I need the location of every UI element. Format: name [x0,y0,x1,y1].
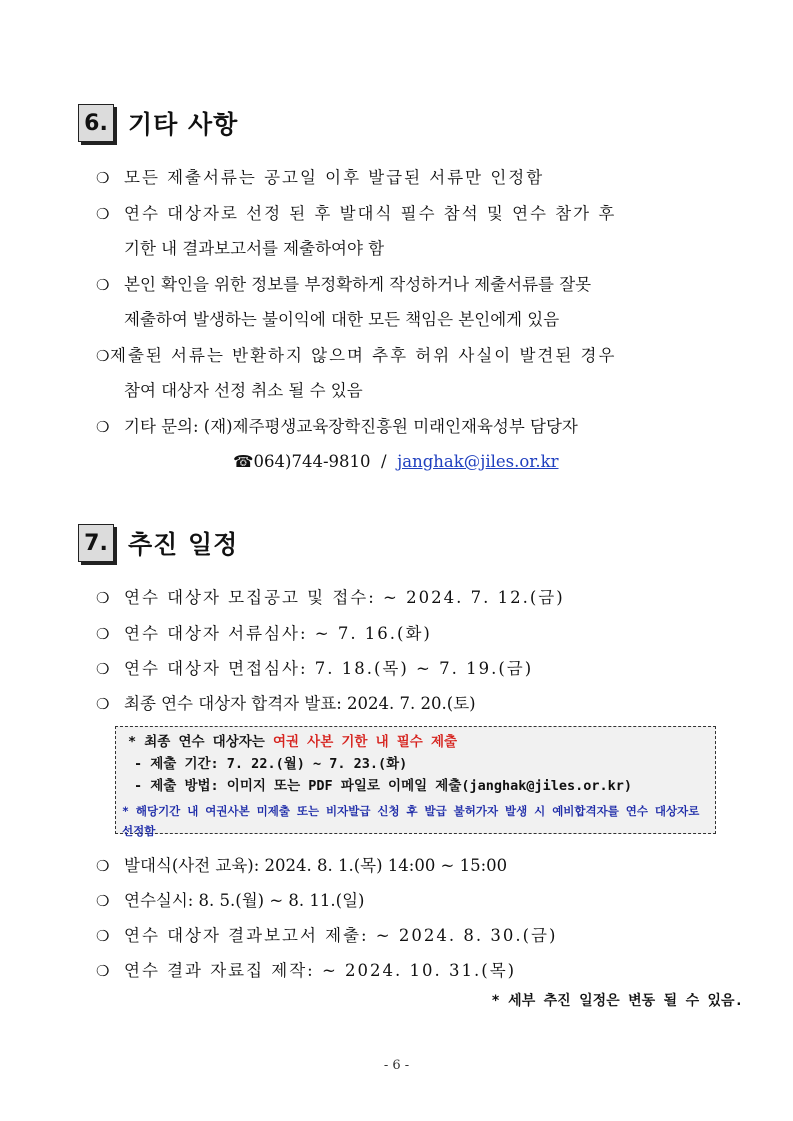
section-7-item-6: ❍ 연수실시: 8. 5.(월) ~ 8. 11.(일) [96,891,365,910]
section-6-number: 6. [78,104,114,142]
section-6-item-4: ❍제출된 서류는 반환하지 않으며 추후 허위 사실이 발견된 경우 [96,346,617,365]
section-7-heading [78,524,238,562]
page-number: - 6 - [383,1058,410,1073]
section-6-item-3-cont: 제출하여 발생하는 불이익에 대한 모든 책임은 본인에게 있음 [124,310,560,329]
bullet-icon: ❍ [96,962,110,980]
section-7-number: 7. [78,524,114,562]
section-7-item-5: ❍ 발대식(사전 교육): 2024. 8. 1.(목) 14:00 ~ 15:00 [96,856,508,875]
bullet-icon: ❍ [96,589,110,607]
contact-separator: / [381,452,387,471]
bullet-icon: ❍ [96,695,110,713]
notice-line-4: * 해당기간 내 여권사본 미제출 또는 비자발급 신청 후 발급 불허가자 발생 시 예비합격자를 연수 대상자로 선정함 [122,804,700,838]
schedule-footnote: * 세부 추진 일정은 변동 될 수 있음. [491,993,743,1009]
section-6-item-4-cont: 참여 대상자 선정 취소 될 수 있음 [124,381,363,400]
section-7-item-7: ❍ 연수 대상자 결과보고서 제출: ~ 2024. 8. 30.(금) [96,926,558,945]
contact-email-link[interactable]: janghak@jiles.or.kr [397,452,559,471]
notice-line-2: - 제출 기간: 7. 22.(월) ~ 7. 23.(화) [134,756,408,772]
notice-line-3: - 제출 방법: 이미지 또는 PDF 파일로 이메일 제출(janghak@jiles.or.kr) [134,778,633,794]
bullet-icon: ❍ [96,347,110,365]
bullet-icon: ❍ [96,927,110,945]
bullet-icon: ❍ [96,276,110,294]
section-6-item-2-cont: 기한 내 결과보고서를 제출하여야 함 [124,239,385,258]
bullet-icon: ❍ [96,169,110,187]
contact-phone: ☎064)744-9810 [233,452,371,471]
bullet-icon: ❍ [96,892,110,910]
notice-highlight: 여권 사본 기한 내 필수 제출 [272,734,458,750]
bullet-icon: ❍ [96,625,110,643]
bullet-icon: ❍ [96,418,110,436]
section-6-item-2: ❍ 연수 대상자로 선정 된 후 발대식 필수 참석 및 연수 참가 후 [96,204,617,223]
bullet-icon: ❍ [96,205,110,223]
section-6-title: 기타 사항 [128,110,239,139]
section-7-item-1: ❍ 연수 대상자 모집공고 및 접수: ~ 2024. 7. 12.(금) [96,588,565,607]
section-6-item-3: ❍ 본인 확인을 위한 정보를 부정확하게 작성하거나 제출서류를 잘못 [96,275,592,294]
section-7-item-8: ❍ 연수 결과 자료집 제작: ~ 2024. 10. 31.(목) [96,961,517,980]
section-7-item-2: ❍ 연수 대상자 서류심사: ~ 7. 16.(화) [96,624,432,643]
section-6-item-1: ❍ 모든 제출서류는 공고일 이후 발급된 서류만 인정함 [96,168,545,187]
bullet-icon: ❍ [96,857,110,875]
bullet-icon: ❍ [96,660,110,678]
section-7-item-4: ❍ 최종 연수 대상자 합격자 발표: 2024. 7. 20.(토) [96,694,476,713]
section-6-item-5: ❍ 기타 문의: (재)제주평생교육장학진흥원 미래인재육성부 담당자 [96,417,578,436]
section-7-item-3: ❍ 연수 대상자 면접심사: 7. 18.(목) ~ 7. 19.(금) [96,659,534,678]
notice-line-1: * 최종 연수 대상자는 여권 사본 기한 내 필수 제출 [128,734,458,750]
section-6-heading [78,104,238,142]
notice-box [115,726,716,838]
contact-line [233,452,559,471]
section-7-title: 추진 일정 [128,530,239,559]
